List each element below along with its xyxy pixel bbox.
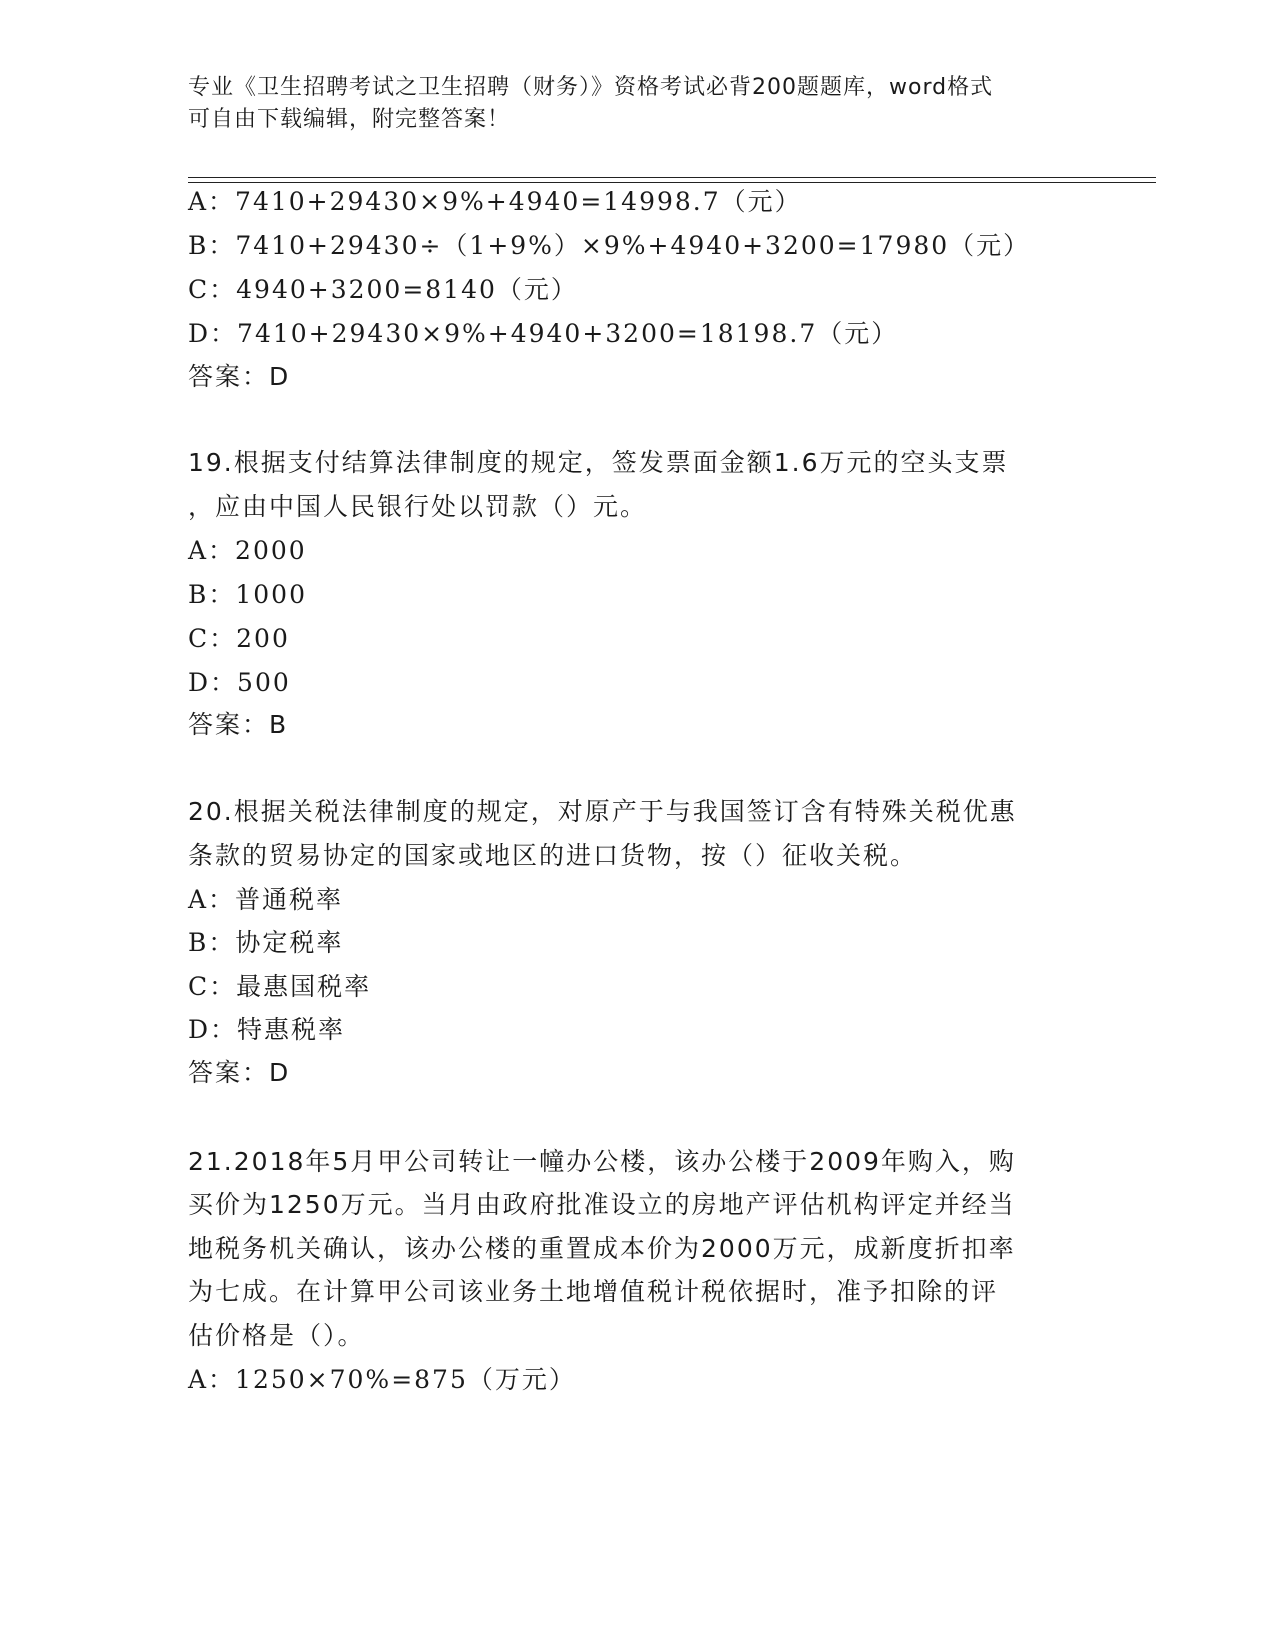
header-rule-top — [188, 177, 1156, 178]
q21-stem-line-3: 地税务机关确认，该办公楼的重置成本价为2000万元，成新度折扣率 — [188, 1234, 1016, 1263]
q19-answer: 答案：B — [188, 710, 289, 739]
document-header — [188, 72, 1068, 136]
q19-option-d: D：500 — [188, 668, 291, 697]
q19-stem-line-2: ，应由中国人民银行处以罚款（）元。 — [188, 492, 648, 521]
q18-option-a: A：7410+29430×9%+4940=14998.7（元） — [188, 187, 802, 216]
q18-option-d: D：7410+29430×9%+4940+3200=18198.7（元） — [188, 319, 899, 348]
q21-stem-line-2: 买价为1250万元。当月由政府批准设立的房地产评估机构评定并经当 — [188, 1190, 1016, 1219]
header-rule-bottom — [188, 182, 1156, 183]
q20-stem-line-2: 条款的贸易协定的国家或地区的进口货物，按（）征收关税。 — [188, 841, 918, 870]
q21-stem-line-5: 估价格是（）。 — [188, 1321, 365, 1350]
q20-stem-line-1: 20.根据关税法律制度的规定，对原产于与我国签订含有特殊关税优惠 — [188, 797, 1017, 826]
q20-option-b: B：协定税率 — [188, 928, 344, 957]
header-title-line-2: 可自由下载编辑，附完整答案！ — [188, 107, 511, 132]
q20-option-c: C：最惠国税率 — [188, 972, 372, 1001]
q20-answer: 答案：D — [188, 1058, 291, 1087]
q18-option-b: B：7410+29430÷（1+9%）×9%+4940+3200=17980（元） — [188, 231, 1031, 260]
q19-stem-line-1: 19.根据支付结算法律制度的规定，签发票面金额1.6万元的空头支票 — [188, 448, 1009, 477]
q21-stem-line-1: 21.2018年5月甲公司转让一幢办公楼，该办公楼于2009年购入，购 — [188, 1147, 1016, 1176]
header-title-line-1: 专业《卫生招聘考试之卫生招聘（财务）》资格考试必背200题题库，word格式 — [188, 75, 994, 100]
q18-answer: 答案：D — [188, 362, 291, 391]
q19-option-b: B：1000 — [188, 580, 307, 609]
q18-option-c: C：4940+3200=8140（元） — [188, 275, 578, 304]
q21-stem-line-4: 为七成。在计算甲公司该业务土地增值税计税依据时，准予扣除的评 — [188, 1277, 999, 1306]
q21-option-a: A：1250×70%=875（万元） — [188, 1365, 576, 1394]
q19-option-c: C：200 — [188, 624, 290, 653]
q20-option-d: D：特惠税率 — [188, 1015, 346, 1044]
q19-option-a: A：2000 — [188, 536, 307, 565]
q20-option-a: A：普通税率 — [188, 885, 344, 914]
